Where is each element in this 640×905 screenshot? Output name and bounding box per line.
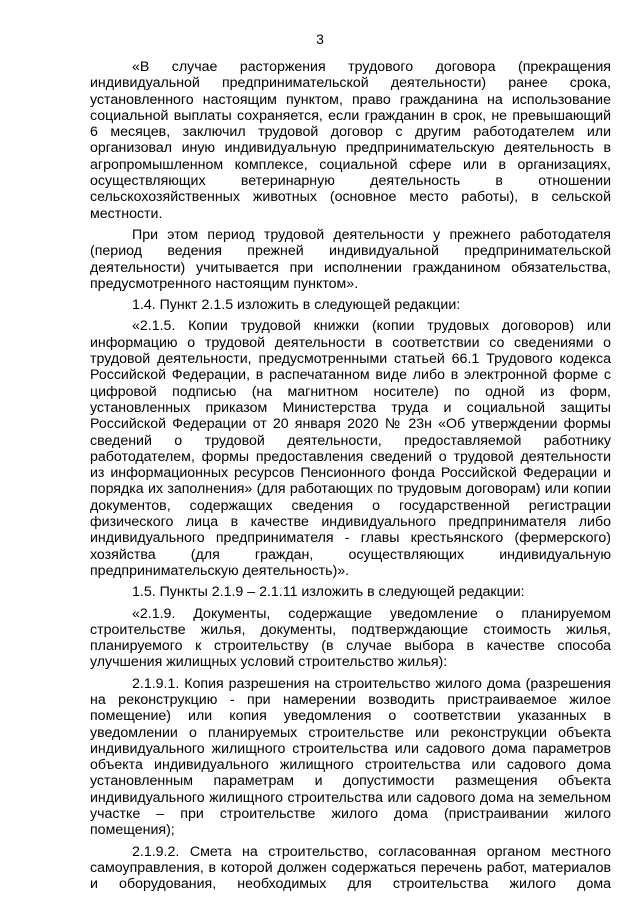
paragraph-termination-clause: «В случае расторжения трудового договора (прекращения индивидуальной предпринимательской деятельности) ранее срока, установленного настоящим пунктом, право гражданина на использование социальной выплаты сохраняется, если гражданин в срок, не превышающий 6 месяцев, заключил трудовой договор с другим работодателем или организовал иную индивидуальную предпринимательскую деятельность в агропромышленном комплексе, социальной сфере или в организациях, осуществляющих ветеринарную деятельность в отношении сельскохозяйственных животных (основное место работы), в сельской местности. <box>90 59 611 222</box>
paragraph-clause-2-1-9-2: 2.1.9.2. Смета на строительство, согласованная органом местного самоуправления, в которой должен содержаться перечень работ, материалов и оборудования, необходимых для строительства жилого дома <box>90 843 611 893</box>
paragraph-clause-2-1-9-1: 2.1.9.1. Копия разрешения на строительство жилого дома (разрешения на реконструкцию - при намерении возводить пристраиваемое жилое помещение) или копия уведомления о соответствии указанных в уведомлении о планируемых строительстве или реконструкции объекта индивидуального жилищного строительства или садового дома параметров объекта индивидуального жилищного строительства или садового дома установленным параметрам и допустимости размещения объекта индивидуального жилищного строительства или садового дома на земельном участке – при строительстве жилого дома (пристраивании жилого помещения); <box>90 675 611 839</box>
paragraph-clause-2-1-5: «2.1.5. Копии трудовой книжки (копии трудовых договоров) или информацию о трудовой деятельности в соответствии со сведениями о трудовой деятельности, предусмотренными статьей 66.1 Трудового кодекса Российской Федерации, в распечатанном виде либо в электронной форме с цифровой подписью (на магнитном носителе) по одной из форм, установленных приказом Министерства труда и социальной защиты Российской Федерации от 20 января 2020 № 23н «Об утверждении формы сведений о трудовой деятельности, предоставляемой работнику работодателем, формы предоставления сведений о трудовой деятельности из информационных ресурсов Пенсионного фонда Российской Федерации и порядка их заполнения» (для работающих по трудовым договорам) или копии документов, содержащих сведения о государственной регистрации физического лица в качестве индивидуального предпринимателя либо индивидуального предпринимателя - главы крестьянского (фермерского) хозяйства (для граждан, осуществляющих индивидуальную предпринимательскую деятельность)». <box>90 318 611 579</box>
paragraph-item-1-5: 1.5. Пункты 2.1.9 – 2.1.11 изложить в следующей редакции: <box>132 584 525 601</box>
paragraph-item-1-4: 1.4. Пункт 2.1.5 изложить в следующей редакции: <box>132 297 461 314</box>
page-number: 3 <box>316 31 324 47</box>
paragraph-previous-employer-period: При этом период трудовой деятельности у прежнего работодателя (период ведения прежней индивидуальной предпринимательской деятельности) учитывается при исполнении гражданином обязательства, предусмотренного настоящим пунктом». <box>90 226 611 292</box>
document-body <box>90 59 611 893</box>
paragraph-clause-2-1-9: «2.1.9. Документы, содержащие уведомление о планируемом строительстве жилья, документы, подтверждающие стоимость жилья, планируемого к строительству (в случае выбора в качестве способа улучшения жилищных условий строительство жилья): <box>90 605 611 671</box>
